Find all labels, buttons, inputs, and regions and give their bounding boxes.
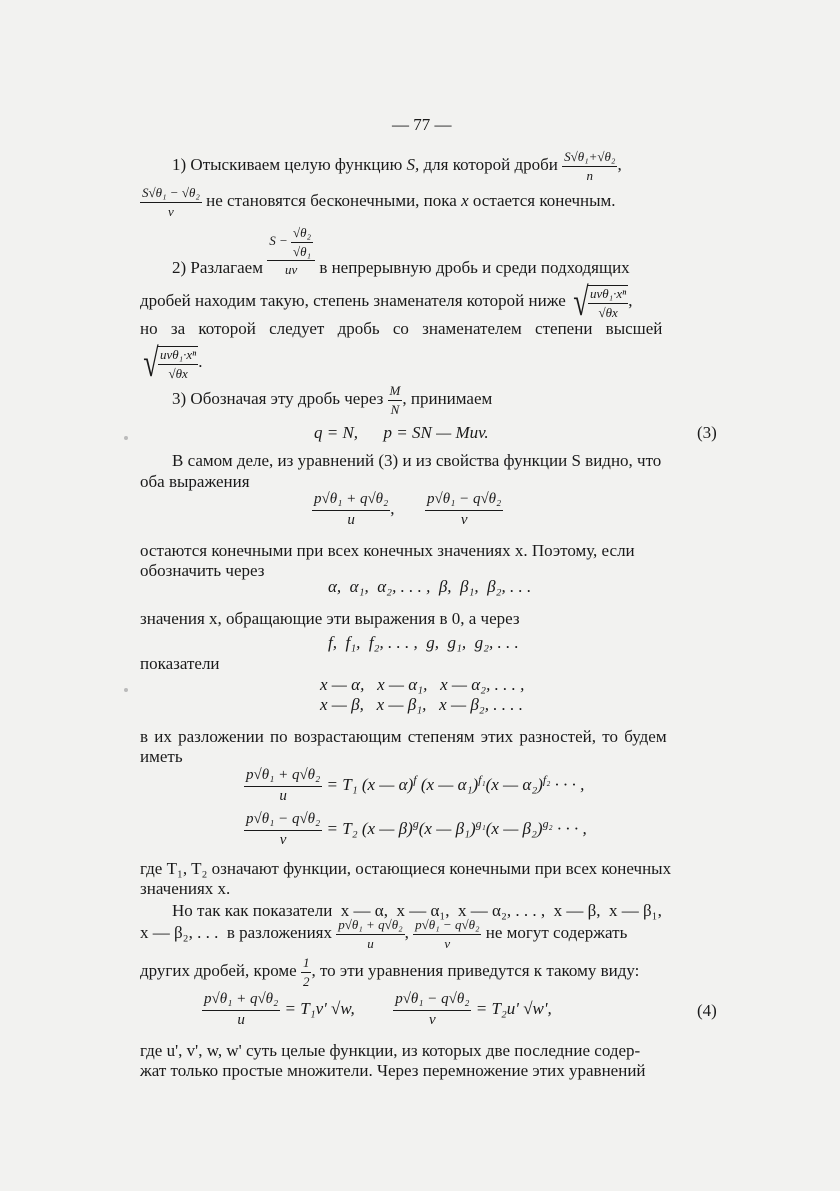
expansion-1-term-c: (x — α₂) bbox=[485, 775, 543, 795]
fraction-denominator: u bbox=[347, 511, 355, 528]
fraction-numerator: p√θ₁ + q√θ₂ bbox=[312, 492, 390, 511]
step2-line4: √ uvθ₁·xⁿ √θx . bbox=[140, 343, 203, 383]
expansion-2-term-b: (x — β₁) bbox=[418, 819, 476, 839]
fraction-denominator: u bbox=[279, 787, 287, 804]
equation-4-number: (4) bbox=[697, 1001, 717, 1020]
inner-fraction bbox=[291, 226, 313, 258]
para2-line7: жат только простые множители. Через перемножение этих уравнений bbox=[140, 1061, 646, 1080]
expansion-2-fraction bbox=[244, 812, 322, 849]
numerator-S: S − bbox=[269, 233, 288, 249]
step2-fraction bbox=[267, 226, 315, 277]
expansion-1: $\frac{\text{p√θ₁ + q√θ₂}}{u}$ = T₁ (x — α)$^f$ (x — α₁)$^{f_1}$(x — α₂)$^{f_2}$ · · · , bbox=[246, 767, 585, 804]
para1-line5: значения x, обращающие эти выражения в 0, а через bbox=[140, 609, 520, 628]
fraction-numerator: p√θ₁ − q√θ₂ bbox=[413, 918, 481, 935]
para2-line6: где u', v', w, w' суть целые функции, из которых две последние содер- bbox=[140, 1041, 641, 1060]
fraction-denominator: v bbox=[279, 831, 287, 848]
fraction-numerator: p√θ₁ + q√θ₂ bbox=[202, 992, 280, 1011]
step2-line3 bbox=[140, 320, 662, 337]
expression-1 bbox=[312, 492, 390, 529]
step1-line1: 1) Отыскиваем целую функцию S, для которой дроби $\frac{\text{S√θ₁+√θ₂}}{n}$ , bbox=[172, 149, 622, 183]
equation-4-rhs-1: = T₁v' √w, bbox=[284, 999, 355, 1019]
sequence-differences-beta: x — β, x — β₁, x — β₂, . . . . bbox=[320, 695, 523, 714]
step3-text-a: 3) Обозначая эту дробь через bbox=[172, 389, 384, 409]
step3-text-b: , принимаем bbox=[402, 389, 493, 409]
expression-2 bbox=[425, 492, 503, 529]
step2-text-line2: дробей находим такую, степень знаменателя которой ниже bbox=[140, 290, 566, 310]
root-fraction bbox=[588, 287, 628, 319]
para1-line4: обозначить через bbox=[140, 561, 265, 580]
sequence-differences-alpha: x — α, x — α₁, x — α₂, . . . , bbox=[320, 675, 525, 694]
expansion-1-term-a: = T₁ (x — α) bbox=[326, 775, 414, 795]
equation-4 bbox=[202, 992, 552, 1029]
fraction-denominator: u bbox=[367, 935, 374, 951]
equation-3: q = N, p = SN — Muv. bbox=[314, 423, 489, 442]
line4-fraction-1 bbox=[336, 918, 404, 950]
fraction-numerator: p√θ₁ − q√θ₂ bbox=[244, 812, 322, 831]
page-number: — 77 — bbox=[392, 115, 452, 134]
root-denominator: √θx bbox=[168, 365, 188, 381]
equation-4-rhs-2: = T₂u' √w', bbox=[475, 999, 552, 1019]
para2-line5-text-b: , то эти уравнения приведутся к такому виду: bbox=[311, 961, 640, 981]
para2-line2: значениях x. bbox=[140, 879, 231, 898]
fraction-numerator: p√θ₁ + q√θ₂ bbox=[244, 768, 322, 787]
radical-icon: √ bbox=[573, 279, 589, 324]
para1-line6: показатели bbox=[140, 654, 220, 673]
para1-line7: в их разложении по возрастающим степеням этих разностей, то будем bbox=[140, 727, 667, 746]
fraction-numerator: p√θ₁ − q√θ₂ bbox=[425, 492, 503, 511]
fraction-numerator bbox=[267, 226, 315, 261]
step1-text-a: 1) Отыскиваем целую функцию bbox=[172, 155, 403, 175]
fraction-denominator: v bbox=[444, 935, 451, 951]
equation-4-fraction-2 bbox=[393, 992, 471, 1029]
step2-text-b: в непрерывную дробь и среди подходящих bbox=[319, 258, 630, 278]
root-numerator: uvθ₁·xⁿ bbox=[158, 348, 198, 365]
step1-fraction-1 bbox=[562, 150, 617, 182]
margin-dot bbox=[124, 436, 128, 440]
fraction-denominator: v bbox=[429, 1011, 436, 1028]
para1-line1: В самом деле, из уравнений (3) и из свойства функции S видно, что bbox=[172, 451, 662, 470]
fraction-denominator: N bbox=[390, 401, 400, 417]
fraction-denominator: v bbox=[168, 203, 174, 219]
fraction-numerator: M bbox=[388, 384, 403, 401]
para2-line4-text-a: x — β₂, . . . в разложениях bbox=[140, 923, 333, 943]
expansion-2-term-a: = T₂ (x — β) bbox=[326, 819, 413, 839]
expansion-1-fraction bbox=[244, 768, 322, 805]
para1-line8: иметь bbox=[140, 747, 183, 766]
fraction-numerator: S√θ₁ − √θ₂ bbox=[140, 186, 202, 203]
step3-line1 bbox=[172, 384, 492, 416]
root-numerator: uvθ₁·xⁿ bbox=[588, 287, 628, 304]
step1-S: S, bbox=[406, 155, 420, 175]
step2-text-a: 2) Разлагаем bbox=[172, 258, 263, 278]
para2-line4: x — β₂, . . . в разложениях $\frac{\text{p√θ₁ + q√θ₂}}{u}$ , $\frac{\text{p√θ₁ − q√θ₂}}{v}$ не могут содержать bbox=[140, 917, 628, 951]
fraction-denominator: n bbox=[586, 167, 594, 183]
para2-line5-text-a: других дробей, кроме bbox=[140, 961, 297, 981]
fraction-numerator: 1 bbox=[301, 956, 312, 973]
step1-text-c: не становятся бесконечными, пока bbox=[206, 191, 457, 211]
step1-line2 bbox=[140, 186, 616, 218]
step1-text-d: остается конечным. bbox=[472, 191, 616, 211]
inner-numerator: √θ₂ bbox=[291, 226, 313, 243]
expansion-2-term-c: (x — β₂) bbox=[485, 819, 543, 839]
equation-3-number: (3) bbox=[697, 423, 717, 442]
step1-x: x bbox=[461, 191, 469, 211]
root-denominator: √θx bbox=[598, 304, 618, 320]
sequence-alpha-beta: α, α₁, α₂, . . . , β, β₁, β₂, . . . bbox=[328, 577, 532, 596]
fraction-denominator: v bbox=[460, 511, 468, 528]
fraction-numerator: p√θ₁ − q√θ₂ bbox=[393, 992, 471, 1011]
step3-fraction bbox=[388, 384, 403, 416]
expansion-1-term-b: (x — α₁) bbox=[420, 775, 479, 795]
root-expression-1 bbox=[570, 279, 628, 324]
root-expression-2 bbox=[140, 340, 198, 385]
expansion-2-ellipsis: · · · , bbox=[552, 819, 587, 839]
para2-line3: Но так как показатели x — α, x — α₁, x — α₂, . . . , x — β, x — β₁, bbox=[172, 901, 662, 920]
radical-icon: √ bbox=[143, 340, 159, 385]
para2-line5 bbox=[140, 956, 639, 988]
sequence-f-g: f, f₁, f₂, . . . , g, g₁, g₂, . . . bbox=[328, 633, 519, 652]
fraction-numerator: S√θ₁+√θ₂ bbox=[562, 150, 617, 167]
para2-line4-text-b: не могут содержать bbox=[485, 923, 628, 943]
step2-line2: дробей находим такую, степень знаменателя которой ниже √ uvθ₁·xⁿ √θx , bbox=[140, 279, 633, 324]
step1-text-b: для которой дроби bbox=[423, 155, 558, 175]
fraction-numerator: p√θ₁ + q√θ₂ bbox=[336, 918, 404, 935]
step1-fraction-2 bbox=[140, 186, 202, 218]
fraction-denominator: u bbox=[237, 1011, 245, 1028]
equation-4-fraction-1 bbox=[202, 992, 280, 1029]
fraction-denominator: 2 bbox=[302, 973, 310, 989]
root-fraction bbox=[158, 348, 198, 380]
para1-line2: оба выражения bbox=[140, 472, 250, 491]
expansion-1-ellipsis: · · · , bbox=[550, 775, 585, 795]
expansion-2: $\frac{\text{p√θ₁ − q√θ₂}}{v}$ = T₂ (x — β)$^g$(x — β₁)$^{g_1}$(x — β₂)$^{g_2}$ · · · , bbox=[246, 811, 587, 848]
para1-line3: остаются конечными при всех конечных значениях x. Поэтому, если bbox=[140, 541, 635, 560]
para1-expressions: $\frac{\text{p√θ₁ + q√θ₂}}{u}$ , $\frac{\text{p√θ₁ − q√θ₂}}{v}$ bbox=[314, 491, 502, 528]
margin-dot bbox=[124, 688, 128, 692]
inner-denominator: √θ₁ bbox=[293, 243, 312, 259]
half-fraction bbox=[301, 956, 312, 988]
step2-text-line3: но за которой следует дробь со знаменателем степени высшей bbox=[140, 319, 663, 338]
para2-line1: где T₁, T₂ означают функции, остающиеся конечными при всех конечных bbox=[140, 859, 672, 878]
line4-fraction-2 bbox=[413, 918, 481, 950]
step2-line1 bbox=[172, 226, 630, 277]
fraction-denominator: uv bbox=[285, 262, 298, 278]
